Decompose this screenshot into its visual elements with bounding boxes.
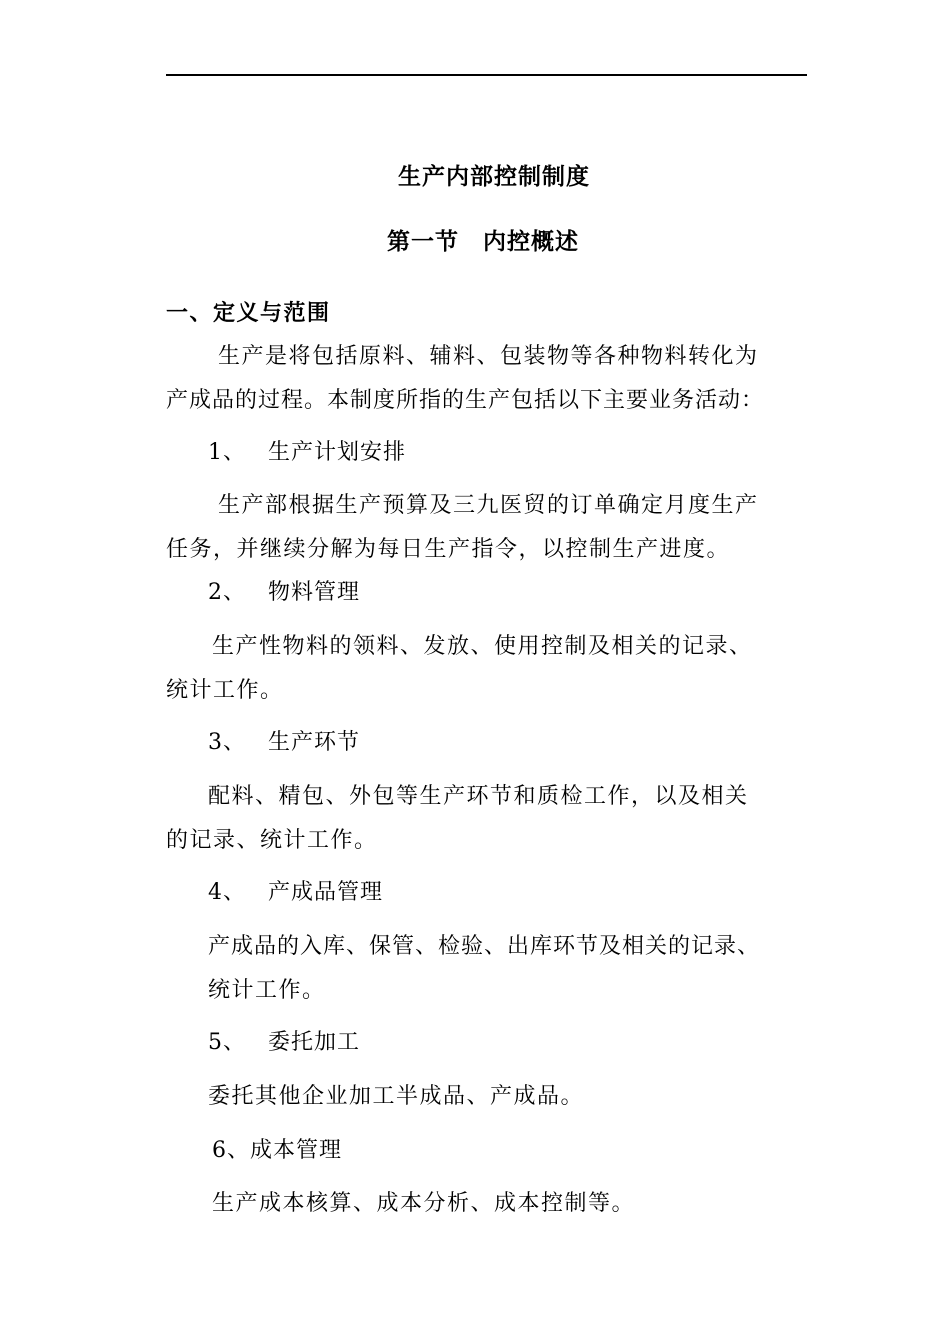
list-item-label: 委托加工 bbox=[268, 1030, 361, 1055]
intro-paragraph-line-2: 产成品的过程。本制度所指的生产包括以下主要业务活动： bbox=[166, 388, 765, 413]
list-item-title bbox=[208, 728, 360, 758]
list-item-description-line: 产成品的入库、保管、检验、出库环节及相关的记录、 bbox=[208, 934, 761, 959]
list-item-description-line: 生产成本核算、成本分析、成本控制等。 bbox=[212, 1191, 636, 1216]
list-item-description-line: 任务，并继续分解为每日生产指令，以控制生产进度。 bbox=[166, 537, 731, 562]
list-item-number: 3、 bbox=[208, 730, 246, 755]
header-rule bbox=[166, 74, 807, 76]
list-item-number: 1、 bbox=[208, 440, 246, 465]
list-item-description-line: 生产性物料的领料、发放、使用控制及相关的记录、 bbox=[212, 634, 753, 659]
list-item-title bbox=[208, 878, 383, 908]
list-item-description-line: 委托其他企业加工半成品、产成品。 bbox=[208, 1084, 585, 1109]
list-item-label: 生产计划安排 bbox=[268, 440, 407, 465]
list-item-label: 生产环节 bbox=[268, 730, 361, 755]
list-item-description-line: 统计工作。 bbox=[208, 978, 326, 1003]
list-item-label: 成本管理 bbox=[250, 1138, 343, 1163]
list-item-number: 4、 bbox=[208, 880, 246, 905]
list-item-title bbox=[208, 1028, 360, 1058]
heading-definition-scope: 一、定义与范围 bbox=[166, 300, 331, 326]
list-item-title bbox=[208, 578, 360, 608]
list-item-description-line: 生产部根据生产预算及三九医贸的订单确定月度生产 bbox=[218, 493, 759, 518]
section-title: 第一节 内控概述 bbox=[387, 228, 579, 255]
document-title: 生产内部控制制度 bbox=[398, 163, 590, 190]
list-item-title bbox=[208, 438, 406, 468]
list-item-number: 6、 bbox=[212, 1138, 250, 1163]
intro-paragraph-line-1: 生产是将包括原料、辅料、包装物等各种物料转化为 bbox=[218, 344, 759, 369]
list-item-description-line: 统计工作。 bbox=[166, 678, 284, 703]
list-item-number: 2、 bbox=[208, 580, 246, 605]
list-item-number: 5、 bbox=[208, 1030, 246, 1055]
list-item-title bbox=[212, 1136, 342, 1166]
list-item-description-line: 的记录、统计工作。 bbox=[166, 828, 378, 853]
list-item-label: 物料管理 bbox=[268, 580, 361, 605]
list-item-description-line: 配料、精包、外包等生产环节和质检工作，以及相关 bbox=[208, 784, 749, 809]
list-item-label: 产成品管理 bbox=[268, 880, 384, 905]
